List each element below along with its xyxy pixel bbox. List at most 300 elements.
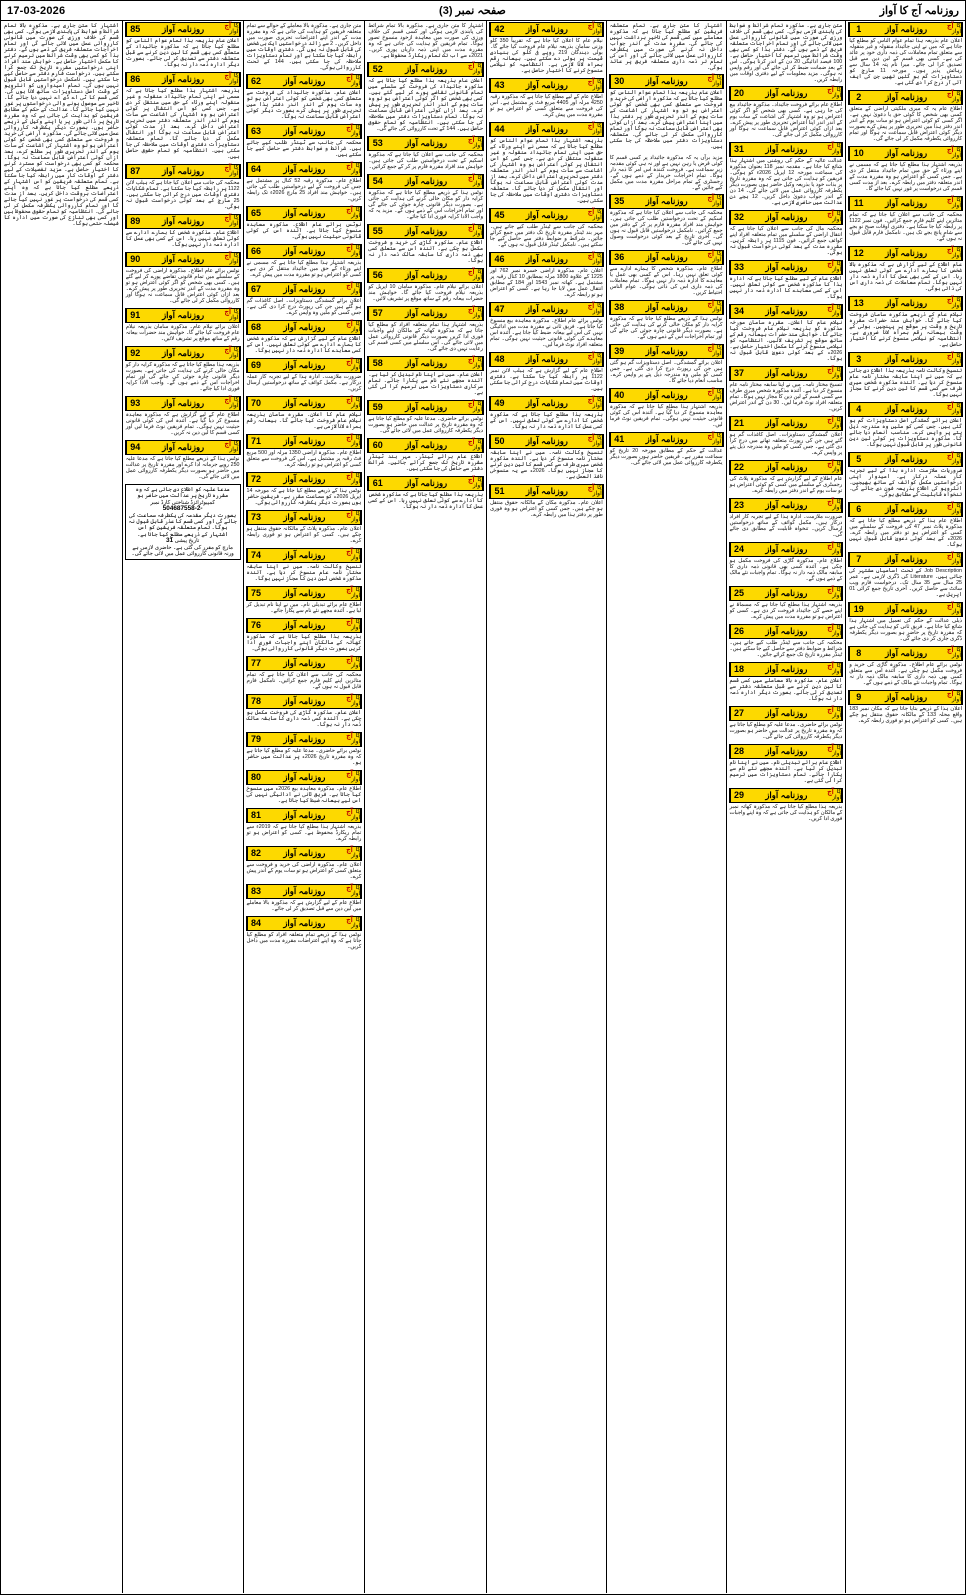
ad-header: [729, 260, 844, 275]
ad-header: [246, 694, 363, 709]
newspaper-logo-icon: [344, 733, 361, 746]
logo-top-text: آج: [827, 625, 834, 632]
ad-number: 27: [730, 707, 748, 720]
ad-header: [848, 22, 963, 37]
classified-ad: [729, 416, 844, 458]
ad-number: 70: [247, 397, 265, 410]
ad-number: 64: [247, 163, 265, 176]
logo-bottom-text: کا آواز: [832, 461, 842, 473]
ad-body-text: نوٹس برائے حاضری۔ مدعا علیہ کو مطلع کیا جاتا ہے کہ وہ مقررہ تاریخ پر عدالت میں حاضر ہو بصورت دیگر یکطرفہ کارروائی عمل میں لائی جائے گی۔: [368, 416, 483, 434]
ad-header: [729, 304, 844, 319]
ad-number: 66: [247, 245, 265, 258]
ad-body-text: نوٹس ہذا کے ذریعے مطلع کیا جاتا ہے کہ مورخہ 14 اپریل 2026ء کو سماعت مقرر ہے۔ فریقین حاضر ہوں بصورت دیگر یکطرفہ کارروائی ہوگی۔: [246, 488, 362, 506]
ad-title: روزنامہ آواز: [283, 588, 326, 598]
ad-header: [246, 884, 363, 899]
ad-title: روزنامہ آواز: [525, 80, 568, 90]
newspaper-logo-icon: [945, 247, 962, 260]
ad-title: روزنامہ آواز: [405, 402, 448, 412]
ad-number: 7: [849, 553, 867, 566]
logo-top-text: آج: [468, 439, 475, 446]
classified-ad: [367, 62, 484, 134]
ad-title: روزنامہ آواز: [765, 626, 808, 636]
ad-body-text: محکمہ کی جانب سے ٹینڈر طلب کیے جاتے ہیں۔ مہر بند ٹینڈر مقررہ تاریخ تک دفتر میں جمع کرائے جائیں۔ شرائط و ضوابط دفتر سے حاصل کیے جا سکتے ہیں۔ نامکمل ٹینڈر قابل قبول نہ ہوں گے۔: [490, 224, 603, 248]
ad-header: [125, 164, 241, 179]
logo-top-text: آج: [587, 435, 595, 442]
ad-body-text: اعلان عام۔ مذکورہ گاڑی کی فروخت مکمل ہو چکی ہے۔ آئندہ کسی ذمہ داری کا سابقہ مالک ذمہ دار نہ ہوگا۔: [246, 710, 362, 728]
logo-top-text: آج: [224, 347, 231, 354]
ad-body-text: محکمہ کی جانب سے اعلان کیا جاتا ہے کہ تمام متاثرین اپنے کلیم فارم جمع کرائیں۔ فون نمبر 1122 پر رابطہ کیا جا سکتا ہے۔ دفتری اوقات صبح نو بجے سے شام پانچ بجے تک ہیں۔ نامکمل فارم قابل قبول نہ ہوں گے۔: [849, 212, 962, 242]
ad-body-text: اعلان عام۔ مذکورہ اراضی کی خرید و فروخت سے متعلق کسی کو اعتراض ہو تو سات یوم کے اندر پیش کرے۔: [246, 862, 362, 880]
ad-number: 84: [247, 917, 265, 930]
classified-ad: [246, 358, 363, 394]
ad-title: روزنامہ آواز: [885, 198, 928, 208]
newspaper-logo-icon: [825, 367, 842, 380]
newspaper-logo-icon: [945, 197, 962, 210]
ad-number: 91: [126, 309, 144, 322]
ad-title: روزنامہ آواز: [283, 322, 326, 332]
newspaper-logo-icon: [586, 397, 603, 410]
classified-ad: [729, 662, 844, 704]
newspaper-logo-icon: [466, 269, 483, 282]
ad-header: [848, 502, 963, 517]
column-text: اشتہار کا متن جاری ہے۔ مذکورہ بالا تمام شرائط و ضوابط کی پابندی لازمی ہوگی۔ کسی بھی قسم کی خلاف ورزی کی صورت میں قانونی کارروائی عمل میں لائی جائے گی اور تمام اخراجات متعلقہ فریق کے ذمے ہوں گے۔ دفتر ہذا کو کسی بھی وقت شرائط میں ترمیم کرنے کا مکمل اختیار حاصل ہے۔ خواہش مند افراد اپنی درخواستیں مقررہ تاریخ تک جمع کرا سکتے ہیں۔ درخواست فارم دفتر سے حاصل کیے جا سکتے ہیں۔ نامکمل درخواستیں قابل قبول نہیں ہوں گی۔ تمام امیدواروں کو انٹرویو کے وقت اصل دستاویزات ساتھ لانا ہوں گی۔ کسی قسم کا ٹی اے ڈی اے نہیں دیا جائے گا۔ تاخیر سے موصول ہونے والی درخواستوں پر غور نہیں کیا جائے گا۔ عدالت کے حکم کے مطابق فریقین کو ہدایت کی جاتی ہے کہ وہ مقررہ تاریخ پر ذاتی طور پر یا اپنے وکیل کے ذریعے حاضر ہوں۔ بصورت دیگر یکطرفہ کارروائی عمل میں لائی جائے گی۔ مذکورہ اراضی کی خرید و فروخت سے متعلق کسی بھی شخص کو کوئی اعتراض ہو تو وہ اشتہار کی اشاعت کے سات یوم کے اندر تحریری طور پر مطلع کرے، بعد ازاں کوئی اعتراض قابل سماعت نہ ہوگا۔ محکمہ کو کسی بھی درخواست کو مسترد کرنے کا اختیار حاصل ہے۔ مزید تفصیلات کے لیے دفتر کے اوقات کار میں رابطہ کیا جا سکتا ہے۔ تمام متعلقہ فریقین کو اس اشتہار کے ذریعے مطلع کیا جاتا ہے کہ وہ اپنے اعتراضات بروقت داخل کریں۔ بعد از مدت کسی قسم کی درخواست پر غور نہیں کیا جائے گا اور تمام کارروائی یکطرفہ مکمل کر لی جائے گی۔ انتظامیہ کو تمام حقوق محفوظ ہیں اور کسی بھی تنازع کی صورت میں ادارہ کا فیصلہ حتمی ہوگا۔: [4, 23, 119, 227]
logo-bottom-text: کا آواز: [592, 435, 602, 447]
ad-header: [848, 646, 963, 661]
notice-cnic-value: -504687558-2: [162, 505, 203, 513]
ad-number: 85: [126, 23, 144, 36]
logo-top-text: آج: [346, 163, 353, 170]
ad-header: [125, 22, 241, 37]
ad-title: روزنامہ آواز: [162, 310, 205, 320]
logo-top-text: آج: [587, 209, 595, 216]
classified-ad: [729, 744, 844, 786]
ad-title: روزنامہ آواز: [885, 24, 928, 34]
logo-bottom-text: کا آواز: [229, 73, 239, 85]
newspaper-logo-icon: [825, 543, 842, 556]
logo-bottom-text: کا آواز: [951, 403, 961, 415]
ad-number: 30: [610, 75, 628, 88]
ad-header: [729, 460, 844, 475]
ad-body-text: عام اطلاع کے لیے گزارش ہے کہ مذکورہ بالا شخص کا ہمارے ادارے سے کوئی تعلق نہیں رہا۔ اس کے کسی بھی عمل کا ادارہ ذمہ دار نہیں ہوگا۔ تمام معاملات کی ذمہ داری اس کی ذاتی ہوگی۔: [849, 262, 962, 292]
ad-header: [246, 358, 363, 373]
ad-body-text: محکمہ کی جانب سے ٹینڈر طلب کیے جاتے ہیں۔ شرائط و ضوابط دفتر سے حاصل کیے جا سکتے ہیں۔ ٹینڈر مقررہ تاریخ تک جمع کرائے جائیں۔: [729, 640, 843, 658]
ad-header: [489, 22, 604, 37]
ad-number: 90: [126, 253, 144, 266]
logo-top-text: آج: [947, 91, 954, 98]
ad-title: روزنامہ آواز: [885, 248, 928, 258]
classified-ad: [729, 498, 844, 540]
newspaper-logo-icon: [945, 403, 962, 416]
logo-bottom-text: کا آواز: [951, 353, 961, 365]
logo-top-text: آج: [707, 195, 714, 202]
ad-number: 71: [247, 435, 265, 448]
ad-body-text: اطلاع عام۔ مذکورہ اراضی 1350 مرلہ اور 500 مربع فٹ رقبہ پر مشتمل ہے۔ اس کی فروخت سے متعلق کسی کو اعتراض ہو تو رابطہ کرے۔: [246, 450, 362, 468]
ad-header: [367, 174, 484, 189]
ad-header: [367, 356, 484, 371]
logo-bottom-text: کا آواز: [351, 511, 361, 523]
logo-bottom-text: کا آواز: [351, 283, 361, 295]
ad-title: روزنامہ آواز: [283, 658, 326, 668]
ad-header: [848, 146, 963, 161]
newspaper-logo-icon: [344, 917, 361, 930]
ad-title: روزنامہ آواز: [283, 550, 326, 560]
ad-title: روزنامہ آواز: [283, 474, 326, 484]
ad-number: 92: [126, 347, 144, 360]
newspaper-logo-icon: [344, 397, 361, 410]
ad-header: [246, 244, 363, 259]
classified-ad: [125, 22, 241, 70]
newspaper-logo-icon: [466, 225, 483, 238]
ad-header: [246, 162, 363, 177]
logo-bottom-text: کا آواز: [351, 435, 361, 447]
classified-ad: [848, 646, 963, 688]
classified-ad: [125, 396, 241, 438]
classified-ad: [729, 460, 844, 496]
logo-top-text: آج: [827, 745, 834, 752]
logo-bottom-text: کا آواز: [832, 587, 842, 599]
classified-ad: [367, 306, 484, 354]
ad-number: 18: [730, 663, 748, 676]
ad-header: [848, 602, 963, 617]
newspaper-logo-icon: [586, 79, 603, 92]
logo-bottom-text: کا آواز: [472, 439, 482, 451]
classified-ad: [729, 260, 844, 302]
ad-title: روزنامہ آواز: [283, 772, 326, 782]
newspaper-logo-icon: [344, 283, 361, 296]
ad-body-text: اطلاع عام کے لیے گزارش ہے کہ مذکورہ معاہدہ منسوخ کر دیا گیا ہے۔ آئندہ اس کی کوئی قانونی حیثیت نہیں ہوگی۔ تمام فریقین نوٹ فرما لیں اور کسی قسم کا لین دین نہ کریں۔: [125, 412, 240, 436]
ad-header: [246, 586, 363, 601]
ad-header: [729, 210, 844, 225]
ad-title: روزنامہ آواز: [405, 308, 448, 318]
newspaper-logo-icon: [825, 663, 842, 676]
newspaper-logo-icon: [344, 435, 361, 448]
newspaper-logo-icon: [344, 163, 361, 176]
logo-bottom-text: کا آواز: [712, 195, 722, 207]
classified-ad: [848, 296, 963, 350]
ad-header: [367, 306, 484, 321]
ad-body-text: اعلان برائے گمشدگی اصل دستاویزات گم ہو گئی ہیں۔ جس کسی کو ملیں وہ مندرجہ ذیل پتے پر واپس کرے۔ مناسب انعام دیا جائے گا۔ مذکورہ دستاویزات پر کوئی لین دین قانونی طور پر قابل قبول نہیں ہوگا۔: [849, 418, 962, 448]
newspaper-logo-icon: [586, 123, 603, 136]
ad-body-text: تنسیخ وکالت نامہ۔ میں نے اپنا سابقہ مختار نامہ عام منسوخ کر دیا ہے۔ آئندہ مذکورہ شخص لین دین کا مجاز نہیں ہوگا۔: [246, 564, 362, 582]
ad-title: روزنامہ آواز: [162, 166, 205, 176]
newspaper-logo-icon: [825, 707, 842, 720]
logo-bottom-text: کا آواز: [832, 367, 842, 379]
ad-body-text: بذریعہ ہذا مطلع کیا جاتا ہے کہ مذکورہ شخص کا ادارے سے کوئی تعلق نہیں۔ اس کے کسی عمل کا ادارہ ذمہ دار نہ ہوگا۔: [490, 412, 603, 430]
ad-title: روزنامہ آواز: [283, 620, 326, 630]
newspaper-logo-icon: [466, 307, 483, 320]
logo-top-text: آج: [468, 477, 475, 484]
logo-bottom-text: کا آواز: [472, 357, 482, 369]
ad-header: [609, 344, 724, 359]
ad-number: 8: [849, 647, 867, 660]
logo-bottom-text: کا آواز: [832, 707, 842, 719]
logo-bottom-text: کا آواز: [351, 695, 361, 707]
ad-number: 49: [490, 397, 508, 410]
ad-body-text: محکمہ کی جانب سے اعلان کیا جاتا ہے کہ مذکورہ اسکیم کے تحت درخواستیں طلب کی جاتی ہیں۔ خواہش مند افراد مقررہ فارم پر کر کے جمع کرائیں۔: [368, 152, 483, 170]
logo-bottom-text: کا آواز: [832, 305, 842, 317]
ad-number: 81: [247, 809, 265, 822]
ad-header: [729, 788, 844, 803]
newspaper-logo-icon: [945, 453, 962, 466]
ad-title: روزنامہ آواز: [885, 692, 928, 702]
classified-ad: [609, 432, 724, 468]
classified-ad: [125, 252, 241, 306]
logo-top-text: آج: [947, 147, 954, 154]
ad-number: 33: [730, 261, 748, 274]
ad-body-text: Job Description کے تحت اسامیاں مشتہر کی جاتی ہیں۔ Literature کی ڈگری لازمی ہے۔ عمر 25 سال سے 35 سال تک۔ درخواست فارم ویب سائٹ سے حاصل کریں۔ آخری تاریخ جمع کرائی 01 اپریل ہے۔: [849, 568, 962, 598]
column-text: اشتہار کا متن جاری ہے۔ تمام متعلقہ فریقین کو مطلع کیا جاتا ہے کہ مذکورہ معاملے میں کسی قسم کی تاخیر برداشت نہیں کی جائے گی۔ مقررہ مدت کے اندر جواب داخل نہ کرنے کی صورت میں یکطرفہ کارروائی عمل میں لائی جائے گی اور اس کی تمام تر ذمہ داری متعلقہ فریق پر عائد ہوگی۔: [609, 23, 723, 71]
newspaper-logo-icon: [586, 485, 603, 498]
column-text: متن جاری ہے۔ مذکورہ تمام شرائط و ضوابط کی پابندی لازمی ہوگی۔ کسی بھی قسم کی خلاف ورزی کی صورت میں قانونی کارروائی عمل میں لائی جائے گی اور تمام اخراجات متعلقہ فریق کے ذمے ہوں گے۔ دفتر ہذا کو کسی بھی وقت شرائط میں ترمیم کا اختیار حاصل ہے۔ 100 فیصد ادائیگی 20 دن کے اندر کرنا ہوگی۔ اس کے بعد ضمانت ضبط کر لی جائے گی اور رقم واپس نہ ہوگی۔ مزید معلومات کے لیے دفتری اوقات میں رابطہ کریں۔: [729, 23, 843, 83]
logo-bottom-text: کا آواز: [951, 197, 961, 209]
classified-ad: [489, 208, 604, 250]
logo-top-text: آج: [346, 75, 353, 82]
logo-top-text: آج: [346, 435, 353, 442]
classified-ad: [848, 552, 963, 600]
ad-title: روزنامہ آواز: [645, 252, 688, 262]
classified-ad: [246, 586, 363, 616]
ad-header: [367, 400, 484, 415]
classified-ad: [729, 706, 844, 742]
ad-title: روزنامہ آواز: [525, 254, 568, 264]
classified-ad: [729, 586, 844, 622]
col-2: [726, 21, 846, 1593]
col-8: [1, 21, 122, 1593]
ad-body-text: اطلاع عام برائے تبدیلی نام۔ میں نے اپنا نام تبدیل کر لیا ہے۔ آئندہ مجھے نئے نام سے پکارا جائے۔: [246, 602, 362, 614]
ad-title: روزنامہ آواز: [525, 354, 568, 364]
ad-title: روزنامہ آواز: [885, 554, 928, 564]
ad-header: [246, 74, 363, 89]
logo-bottom-text: کا آواز: [832, 417, 842, 429]
ad-title: روزنامہ آواز: [765, 262, 808, 272]
ad-number: 52: [368, 63, 386, 76]
logo-top-text: آج: [224, 441, 231, 448]
logo-bottom-text: کا آواز: [472, 137, 482, 149]
ad-number: 67: [247, 283, 265, 296]
ad-body-text: اطلاع عام برائے فروخت جائیداد۔ مذکورہ جائیداد بیع کی جا رہی ہے۔ کسی بھی شخص کو اگر کوئی اعتراض ہو تو وہ اشتہار کی اشاعت کے سات یوم کے اندر اندر اپنا اعتراض تحریری طور پر پیش کرے۔ بعد ازاں کوئی اعتراض قابل سماعت نہ ہوگا اور کارروائی مکمل کر لی جائے گی۔: [729, 102, 843, 138]
col-3: [606, 21, 726, 1593]
ad-number: 12: [849, 247, 867, 260]
ad-number: 40: [610, 389, 628, 402]
newspaper-logo-icon: [825, 211, 842, 224]
newspaper-logo-icon: [945, 503, 962, 516]
ad-title: روزنامہ آواز: [283, 436, 326, 446]
ad-body-text: بذریعہ اشتہار ہذا مطلع کیا جاتا ہے کہ مسمی نے اپنی تمام جائیداد منقولہ و غیر منقولہ اپنے ورثاء کے حق میں منتقل کر دی ہے۔ جس کسی کو اس انتقال پر کوئی اعتراض ہو وہ اشتہار کی اشاعت سے سات یوم کے اندر اندر متعلقہ دفتر میں تحریری اعتراض داخل کرے۔ بعد از مدت کوئی اعتراض قابل سماعت نہ ہوگا اور انتقال مکمل کر دیا جائے گا۔ تمام متعلقہ دستاویزات دفتری اوقات میں ملاحظہ کی جا سکتی ہیں۔ انتظامیہ کو تمام حقوق حاصل ہیں۔: [125, 88, 240, 160]
logo-top-text: آج: [468, 137, 475, 144]
newspaper-logo-icon: [706, 433, 723, 446]
ad-body-text: ضرورت ملازمت۔ ادارہ ہذا کے لیے تجربہ کار افراد درکار ہیں۔ مکمل کوائف کے ساتھ درخواستیں ارسال کریں۔ تنخواہ قابلیت کے مطابق دی جائے گی۔: [729, 514, 843, 538]
ad-title: روزنامہ آواز: [765, 790, 808, 800]
newspaper-logo-icon: [344, 245, 361, 258]
newspaper-logo-icon: [344, 695, 361, 708]
classified-ad: [848, 452, 963, 500]
classified-ad: [246, 472, 363, 508]
ad-number: 89: [126, 215, 144, 228]
logo-bottom-text: کا آواز: [472, 269, 482, 281]
ad-number: 61: [368, 477, 386, 490]
newspaper-logo-icon: [223, 397, 240, 410]
newspaper-logo-icon: [825, 261, 842, 274]
ad-header: [489, 484, 604, 499]
ad-number: 86: [126, 73, 144, 86]
col-5: [364, 21, 486, 1593]
notice-line-5: مارچ کو مقرر کی گئی ہے۔ حاضری لازمی ہے ورنہ قانونی کارروائی عمل میں لائی جائے گی۔: [131, 544, 234, 558]
ad-body-text: نوٹس برائے عام اطلاع۔ مذکورہ اراضی کی فروخت کے سلسلے میں تمام قانونی تقاضے پورے کر لیے گئے ہیں۔ کسی بھی شخص کو اگر کوئی اعتراض ہو تو وہ مقررہ مدت کے اندر تحریری طور پر پیش کرے۔ بعد ازاں کوئی اعتراض قابل سماعت نہ ہوگا اور کارروائی مکمل کر لی جائے گی۔: [125, 268, 240, 304]
newspaper-logo-icon: [344, 207, 361, 220]
newspaper-logo-icon: [706, 195, 723, 208]
ad-title: روزنامہ آواز: [765, 588, 808, 598]
ad-title: روزنامہ آواز: [283, 886, 326, 896]
ad-number: 20: [730, 87, 748, 100]
newspaper-logo-icon: [223, 309, 240, 322]
logo-top-text: آج: [346, 619, 353, 626]
ad-body-text: عام اطلاع کے لیے گزارش ہے کہ مذکورہ پلاٹ کی رجسٹری کے سلسلے میں کسی کو کوئی اعتراض ہو تو سات یوم کے اندر دفتر میں رابطہ کرے۔: [729, 476, 843, 494]
ad-header: [609, 194, 724, 209]
newspaper-logo-icon: [344, 321, 361, 334]
ad-title: روزنامہ آواز: [525, 24, 568, 34]
ad-number: 59: [368, 401, 386, 414]
ad-title: روزنامہ آواز: [283, 208, 326, 218]
ad-header: [729, 366, 844, 381]
logo-top-text: آج: [827, 87, 834, 94]
ad-title: روزنامہ آواز: [885, 148, 928, 158]
ad-header: [125, 308, 241, 323]
ad-title: روزنامہ آواز: [283, 734, 326, 744]
logo-bottom-text: کا آواز: [472, 307, 482, 319]
logo-top-text: آج: [346, 245, 353, 252]
ad-header: [848, 552, 963, 567]
ad-body-text: اعلان عام۔ میں نے اپنا نام تبدیل کر لیا ہے۔ آئندہ مجھے نئے نام سے پکارا جائے۔ تمام سرکاری دستاویزات میں ترمیم کرا لی گئی ہے۔: [368, 372, 483, 396]
ad-title: روزنامہ آواز: [162, 216, 205, 226]
ad-number: 72: [247, 473, 265, 486]
logo-top-text: آج: [587, 79, 595, 86]
ad-number: 13: [849, 297, 867, 310]
ad-header: [246, 548, 363, 563]
ad-title: روزنامہ آواز: [162, 348, 205, 358]
ad-number: 19: [849, 603, 867, 616]
ad-body-text: تنسیخ مختار نامہ۔ میں نے اپنا سابقہ مختار نامہ عام منسوخ کر دیا ہے۔ آئندہ مذکورہ شخص میری طرف سے کسی قسم کے لین دین کا مجاز نہیں ہوگا۔ تمام متعلقہ افراد نوٹ فرما لیں۔ 30 دن کے اندر اعتراض کریں۔: [729, 382, 843, 412]
ad-title: روزنامہ آواز: [765, 212, 808, 222]
logo-bottom-text: کا آواز: [592, 397, 602, 409]
publication-date: 17-03-2026: [7, 4, 66, 17]
newspaper-logo-icon: [825, 417, 842, 430]
logo-top-text: آج: [346, 321, 353, 328]
newspaper-logo-icon: [344, 885, 361, 898]
ad-body-text: بذریعہ اشتہار ہذا مطلع کیا جاتا ہے کہ 2019ء سے تمام ریکارڈ محفوظ ہے۔ کسی کو اعتراض ہو تو رابطہ کرے۔: [246, 824, 362, 842]
newspaper-logo-icon: [466, 175, 483, 188]
ad-title: روزنامہ آواز: [405, 226, 448, 236]
ad-body-text: اعلان برائے گمشدگی۔ اصل دستاویزات گم ہو گئی ہیں جن کی رپورٹ درج کرا دی گئی ہے۔ جس کسی کو ملیں وہ مندرجہ ذیل پتے پر واپس کرے۔ مناسب انعام دیا جائے گا۔: [609, 360, 723, 384]
logo-top-text: آج: [468, 307, 475, 314]
classified-ad: [125, 346, 241, 394]
ad-header: [246, 320, 363, 335]
logo-top-text: آج: [587, 23, 595, 30]
logo-bottom-text: کا آواز: [472, 477, 482, 489]
ad-body-text: بذریعہ ہذا مطلع کیا جاتا ہے کہ مذکورہ کرایہ دار کو مکان خالی کرنے کی ہدایت کی جاتی ہے۔ بصورت دیگر قانونی چارہ جوئی کی جائے گی اور تمام اخراجات اس کے ذمے ہوں گے۔ واجب الادا کرایہ فوری ادا کیا جائے۔: [125, 362, 240, 392]
classified-ad: [246, 434, 363, 470]
newspaper-logo-icon: [344, 359, 361, 372]
logo-top-text: آج: [468, 357, 475, 364]
classified-ad: [246, 244, 363, 280]
ad-number: 46: [490, 253, 508, 266]
ad-header: [246, 732, 363, 747]
ad-number: 37: [730, 367, 748, 380]
col-1: [845, 21, 965, 1593]
newspaper-logo-icon: [706, 75, 723, 88]
newspaper-logo-icon: [825, 87, 842, 100]
logo-bottom-text: کا آواز: [472, 175, 482, 187]
classified-ad: [848, 502, 963, 550]
ad-body-text: اعلان عام بذریعہ ہذا تمام عوام الناس کو مطلع کیا جاتا ہے کہ مذکورہ اراضی کی خرید و فروخت سے متعلق کسی بھی شخص کو کوئی اعتراض ہو تو وہ اشتہار کی اشاعت کے سات یوم کے اندر تحریری طور پر دفتر ہذا میں اپنا اعتراض پیش کرے۔ بعد ازاں کوئی بھی اعتراض قابل سماعت نہ ہوگا اور تمام کارروائی مکمل کر لی جائے گی۔ متعلقہ دستاویزات دفتر میں ملاحظہ کی جا سکتی ہیں۔: [609, 90, 723, 150]
masthead: [1, 1, 965, 21]
classified-ad: [848, 22, 963, 88]
ad-header: [125, 72, 241, 87]
classified-ad: [848, 246, 963, 294]
ad-body-text: نوٹس ہذا کے ذریعے مطلع کیا جاتا ہے کہ مذکورہ کرایہ دار کو مکان خالی کرنے کی ہدایت کی جاتی ہے۔ بصورت دیگر قانونی چارہ جوئی کی جائے گی اور تمام اخراجات اس کے ذمے ہوں گے۔ مزید یہ کہ واجب الادا کرایہ فوری ادا کیا جائے۔: [368, 190, 483, 220]
col-7: [122, 21, 243, 1593]
logo-top-text: آج: [827, 367, 834, 374]
logo-bottom-text: کا آواز: [351, 359, 361, 371]
ad-number: 93: [126, 397, 144, 410]
logo-bottom-text: کا آواز: [712, 75, 722, 87]
ad-body-text: اعلان عام بذریعہ ہذا مطلع کیا جاتا ہے کہ مذکورہ جائیداد کی فروخت کے سلسلے میں تمام قانونی تقاضے پورے کر لیے گئے ہیں۔ کسی بھی شخص کو اگر کوئی اعتراض ہو تو وہ سات یوم کے اندر اندر تحریری طور پر پیش کرے۔ بعد ازاں کوئی اعتراض قابل سماعت نہ ہوگا۔ تمام دستاویزات دفتر میں ملاحظہ کی جا سکتی ہیں۔ انتظامیہ کو تمام حقوق حاصل ہیں۔ 144 کے تحت کارروائی کی جائے گی۔: [368, 78, 483, 132]
newspaper-logo-icon: [223, 23, 240, 36]
notice-hearing-date: تاریخ پیشی 31: [165, 537, 200, 545]
logo-bottom-text: کا آواز: [592, 23, 602, 35]
ad-header: [848, 246, 963, 261]
ad-body-text: بذریعہ اشتہار ہذا تمام متعلقہ افراد کو مطلع کیا جاتا ہے کہ مذکورہ کھاتہ کے مالکان اپنے واجبات فوری ادا کریں بصورت دیگر قانونی کارروائی عمل میں لائی جائے گی۔ اس سلسلے میں کسی قسم کی رعایت نہیں دی جائے گی۔: [368, 322, 483, 352]
classified-ad: [367, 268, 484, 304]
ad-title: روزنامہ آواز: [885, 604, 928, 614]
newspaper-logo-icon: [586, 23, 603, 36]
ad-number: 65: [247, 207, 265, 220]
ad-header: [246, 808, 363, 823]
ad-number: 55: [368, 225, 386, 238]
ad-header: [367, 62, 484, 77]
ad-number: 45: [490, 209, 508, 222]
column-text: متن جاری ہے۔ مذکورہ بالا معاملے کے حوالے سے تمام متعلقہ فریقین کو ہدایت کی جاتی ہے کہ وہ مقررہ مدت کے اندر اپنے اعتراضات تحریری صورت میں داخل کریں۔ 2 سے زائد درخواستیں ایک ہی شخص کی قابل قبول نہ ہوں گی۔ دفتری اوقات میں رابطہ کیا جا سکتا ہے اور تمام دستاویزات ملاحظہ کی جا سکتی ہیں۔ 144 کے تحت کارروائی ہوگی۔: [246, 23, 362, 71]
logo-top-text: آج: [587, 353, 595, 360]
ad-title: روزنامہ آواز: [283, 696, 326, 706]
logo-bottom-text: کا آواز: [592, 353, 602, 365]
ad-header: [246, 434, 363, 449]
ad-body-text: نیلام عام کا اعلان کیا جاتا ہے کہ تقریباً 350 کلو وزنی سامان بذریعہ نیلام عام فروخت کیا جائے گا۔ بولی دہندگان 219 روپے فی کلو کی بنیادی قیمت پر بولی دے سکتے ہیں۔ بیعانہ رقم ہمراہ لانا لازمی ہے۔ انتظامیہ کو نیلامی منسوخ کرنے کا اختیار حاصل ہے۔: [490, 38, 603, 74]
logo-bottom-text: کا آواز: [229, 253, 239, 265]
ad-number: 68: [247, 321, 265, 334]
ad-body-text: اطلاع عام۔ مذکورہ شخص کا ہمارے ادارے سے کوئی تعلق نہیں رہا۔ اس کے کسی بھی عمل کا ادارہ ذمہ دار نہیں ہوگا۔: [125, 230, 240, 248]
ad-number: 28: [730, 745, 748, 758]
ad-number: 42: [490, 23, 508, 36]
ad-number: 57: [368, 307, 386, 320]
newspaper-logo-icon: [344, 511, 361, 524]
logo-top-text: آج: [224, 73, 231, 80]
logo-top-text: آج: [468, 175, 475, 182]
ad-header: [246, 472, 363, 487]
ad-header: [489, 302, 604, 317]
ad-title: روزنامہ آواز: [162, 24, 205, 34]
logo-bottom-text: کا آواز: [229, 347, 239, 359]
logo-top-text: آج: [707, 345, 714, 352]
logo-top-text: آج: [346, 657, 353, 664]
ad-title: روزنامہ آواز: [765, 306, 808, 316]
ad-title: روزنامہ آواز: [765, 88, 808, 98]
ad-body-text: نوٹس برائے عام اطلاع۔ مذکورہ معاہدہ بیع منسوخ کیا جاتا ہے۔ فریق ثانی نے مقررہ مدت میں ادائیگی نہیں کی اس لیے بیعانہ ضبط کیا جاتا ہے۔ آئندہ اس معاہدے کی کوئی قانونی حیثیت نہیں ہوگی۔ تمام متعلقہ افراد نوٹ فرما لیں۔: [490, 318, 603, 348]
ad-title: روزنامہ آواز: [405, 176, 448, 186]
ad-header: [729, 86, 844, 101]
ad-header: [848, 690, 963, 705]
logo-bottom-text: کا آواز: [592, 485, 602, 497]
classified-ad: [729, 624, 844, 660]
